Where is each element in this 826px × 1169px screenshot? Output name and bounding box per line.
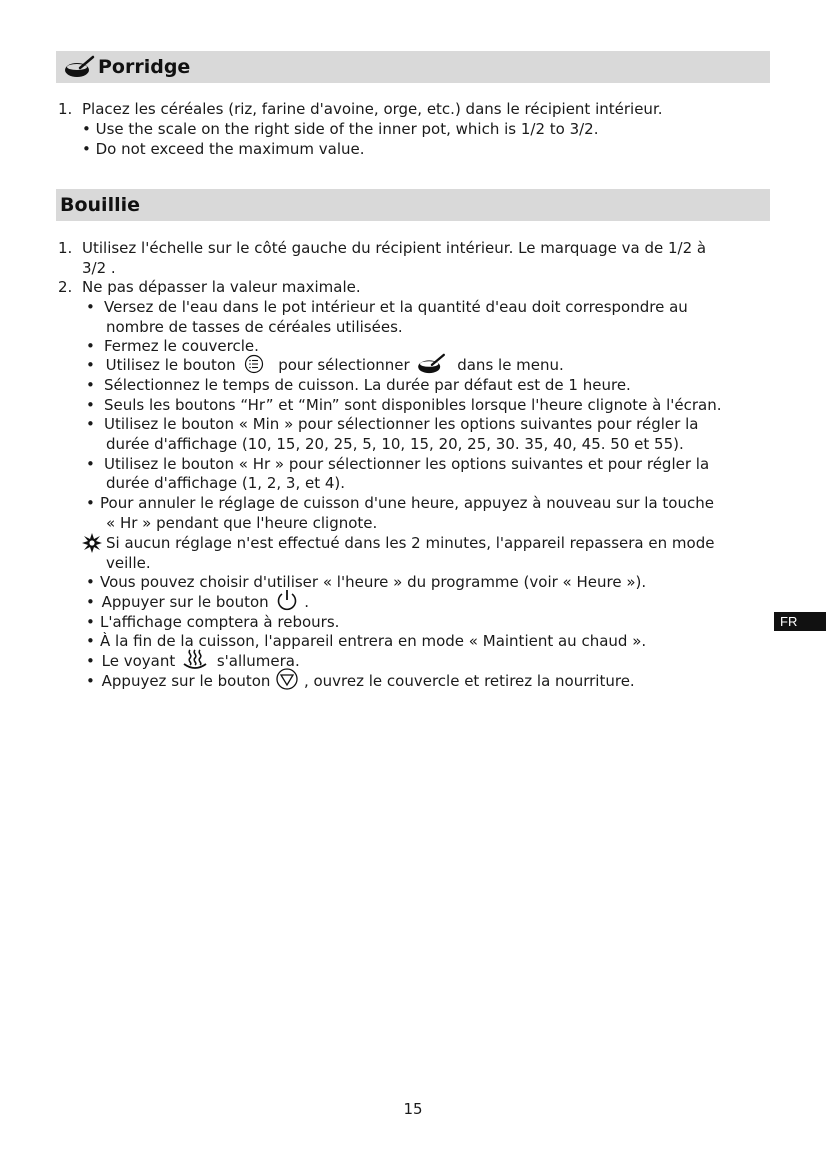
bouillie-bullet-5: Seuls les boutons “Hr” et “Min” sont disponibles lorsque l'heure clignote à l'écran. bbox=[104, 396, 722, 414]
bouillie-bullet-1-line-1: Versez de l'eau dans le pot intérieur et la quantité d'eau doit correspondre au bbox=[104, 298, 688, 316]
bullet-dot: • bbox=[86, 356, 95, 374]
bouillie-bullet-2: Fermez le couvercle. bbox=[104, 337, 259, 355]
keep-warm-indicator-icon bbox=[182, 648, 208, 670]
language-tab: FR bbox=[774, 612, 826, 631]
bouillie-bullet-9: Vous pouvez choisir d'utiliser « l'heure » du programme (voir « Heure »). bbox=[100, 573, 647, 591]
bouillie-bullet-7-line-1: Utilisez le bouton « Hr » pour sélectionner les options suivantes et pour régler la bbox=[104, 455, 710, 473]
bullet-dot: • bbox=[86, 652, 95, 670]
bullet-dot: • bbox=[86, 672, 95, 690]
bouillie-bullet-8-line-2: « Hr » pendant que l'heure clignote. bbox=[106, 514, 378, 532]
starburst-note-icon bbox=[82, 533, 102, 553]
bouillie-bullet-10 bbox=[86, 593, 309, 613]
power-button-icon bbox=[275, 588, 299, 612]
porridge-bullet-1: • Use the scale on the right side of the inner pot, which is 1/2 to 3/2. bbox=[82, 120, 599, 138]
bullet-dot: • bbox=[86, 455, 95, 473]
bullet-13-text-a: Le voyant bbox=[101, 652, 176, 670]
bullet-3-text-a: Utilisez le bouton bbox=[105, 356, 236, 374]
bouillie-step-2-number: 2. bbox=[58, 278, 73, 296]
bouillie-bullet-11: L'affichage comptera à rebours. bbox=[100, 613, 340, 631]
bullet-dot: • bbox=[86, 337, 95, 355]
bullet-dot: • bbox=[86, 632, 95, 650]
bullet-13-text-b: s'allumera. bbox=[216, 652, 300, 670]
bouillie-bullet-6-line-1: Utilisez le bouton « Min » pour sélectionner les options suivantes pour régler la bbox=[104, 415, 699, 433]
bouillie-bullet-7-line-2: durée d'affichage (1, 2, 3, et 4). bbox=[106, 474, 346, 492]
bullet-dot: • bbox=[86, 396, 95, 414]
bouillie-bullet-1-line-2: nombre de tasses de céréales utilisées. bbox=[106, 318, 403, 336]
bouillie-bullet-4: Sélectionnez le temps de cuisson. La durée par défaut est de 1 heure. bbox=[104, 376, 631, 394]
bullet-3-text-b: pour sélectionner bbox=[278, 356, 410, 374]
bullet-10-text-b: . bbox=[304, 593, 310, 611]
porridge-title: Porridge bbox=[98, 56, 191, 78]
bouillie-bullet-12: À la fin de la cuisson, l'appareil entrera en mode « Maintient au chaud ». bbox=[100, 632, 647, 650]
bouillie-step-2-text: Ne pas dépasser la valeur maximale. bbox=[82, 278, 361, 296]
bullet-10-text-a: Appuyer sur le bouton bbox=[101, 593, 269, 611]
bouillie-step-1-line-1: Utilisez l'échelle sur le côté gauche du récipient intérieur. Le marquage va de 1/2 à bbox=[82, 239, 707, 257]
bullet-dot: • bbox=[86, 376, 95, 394]
bouillie-note-line-1: Si aucun réglage n'est effectué dans les 2 minutes, l'appareil repassera en mode bbox=[106, 534, 715, 552]
bouillie-bullet-14 bbox=[86, 672, 635, 692]
porridge-step-1-number: 1. bbox=[58, 100, 73, 118]
bullet-dot: • bbox=[86, 415, 95, 433]
bullet-14-text-b: , ouvrez le couvercle et retirez la nourriture. bbox=[303, 672, 635, 690]
bullet-3-text-c: dans le menu. bbox=[457, 356, 564, 374]
bouillie-title: Bouillie bbox=[60, 194, 140, 216]
porridge-bullet-2: • Do not exceed the maximum value. bbox=[82, 140, 365, 158]
porridge-pot-icon bbox=[414, 353, 448, 375]
porridge-step-1-text: Placez les céréales (riz, farine d'avoine, orge, etc.) dans le récipient intérieur. bbox=[82, 100, 663, 118]
bouillie-section-header bbox=[56, 189, 770, 221]
page-number: 15 bbox=[403, 1100, 423, 1118]
bullet-dot: • bbox=[86, 573, 95, 591]
menu-button-icon bbox=[243, 354, 265, 374]
porridge-section-header bbox=[56, 51, 770, 83]
bouillie-bullet-13 bbox=[86, 652, 300, 672]
bouillie-step-1-line-2: 3/2 . bbox=[82, 259, 116, 277]
bullet-dot: • bbox=[86, 593, 95, 611]
bouillie-note-line-2: veille. bbox=[106, 554, 151, 572]
bullet-dot: • bbox=[86, 613, 95, 631]
bullet-14-text-a: Appuyez sur le bouton bbox=[101, 672, 271, 690]
bullet-dot: • bbox=[86, 494, 95, 512]
cancel-button-icon bbox=[275, 667, 299, 691]
bullet-dot: • bbox=[86, 298, 95, 316]
porridge-pot-icon bbox=[62, 55, 96, 79]
bouillie-bullet-8-line-1: Pour annuler le réglage de cuisson d'une heure, appuyez à nouveau sur la touche bbox=[100, 494, 714, 512]
bouillie-step-1-number: 1. bbox=[58, 239, 73, 257]
bouillie-bullet-3 bbox=[86, 356, 564, 376]
bouillie-bullet-6-line-2: durée d'affichage (10, 15, 20, 25, 5, 10, 15, 20, 25, 30. 35, 40, 45. 50 et 55). bbox=[106, 435, 684, 453]
